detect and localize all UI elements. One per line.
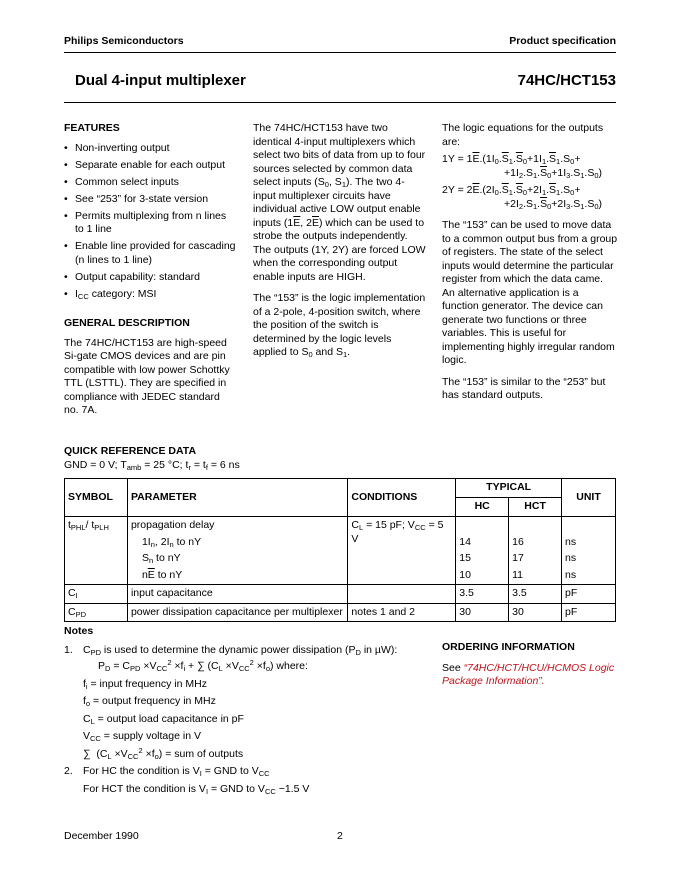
package-info-link[interactable]: “74HC/HCT/HCU/HCMOS Logic Package Information”. xyxy=(442,661,615,687)
list-item: • Enable line provided for cascading (n lines to 1 line) xyxy=(64,240,236,267)
header-company: Philips Semiconductors xyxy=(64,35,184,47)
table-row xyxy=(65,517,616,585)
col-parameter: PARAMETER xyxy=(127,479,347,517)
ordering-heading: ORDERING INFORMATION xyxy=(442,641,575,653)
cell-hct: 30 xyxy=(509,603,562,622)
cell-conditions: notes 1 and 2 xyxy=(348,603,456,622)
list-item: • $I_{CC}$ category: MSI xyxy=(64,288,236,302)
cell-symbol: $t_{PHL}/$ $t_{PLH}$ xyxy=(65,517,128,585)
cell-conditions xyxy=(348,585,456,604)
note-1-formula: $P_D = C_{PD} \times V_{CC}^2 \times f_i$ + ∑ $(C_L \times V_{CC}^2 \times f_o)$ where: xyxy=(98,658,308,673)
general-description-text: The 74HC/HCT153 are high-speed Si-gate CMOS devices and are pin compatible with low power Schottky TTL (LSTTL). They are specified in compliance with JEDEC standard no. 7A. xyxy=(64,336,230,416)
header-doc-type: Product specification xyxy=(509,35,616,47)
notes-heading: Notes xyxy=(64,625,94,637)
ordering-text: See “74HC/HCT/HCU/HCMOS Logic Package Information”. xyxy=(442,661,615,687)
qrd-conditions: GND = 0 V; $T_{amb} = 25$ °C; $t_r = t_f = 6$ ns xyxy=(64,459,240,472)
list-item: • Common select inputs xyxy=(64,176,236,190)
cell-unit: pF xyxy=(562,585,616,604)
header-rule xyxy=(64,52,616,53)
column-1 xyxy=(64,122,236,418)
general-description-heading: GENERAL DESCRIPTION xyxy=(64,317,190,329)
quick-reference-table xyxy=(64,478,616,622)
cell-conditions: $C_L = 15$ pF; $V_{CC} = 5$ V xyxy=(348,517,456,585)
cell-hc: 30 xyxy=(456,603,509,622)
part-number: 74HC/HCT153 xyxy=(517,72,616,89)
equation-2y-cont: $+2I_2.S_1.\overline{S}_0+2I_3.S_1.S_0$) xyxy=(504,197,603,211)
features-list xyxy=(64,142,236,302)
cell-hc: 3.5 xyxy=(456,585,509,604)
list-item: • Output capability: standard xyxy=(64,271,236,285)
equation-1y: $1Y = 1\overline{E}.(1I_0.\overline{S}_1.\overline{S}_0+1I_1.\overline{S}_1.S_0+$ xyxy=(442,153,581,166)
cell-hct: 3.5 xyxy=(509,585,562,604)
application-paragraph: The “153” can be used to move data to a common output bus from a group of registers. The state of the select inputs would determine the particular register from which the data came. An alternative application is a function generator. The device can generate two functions or three variables. This is useful for implementing highly irregular random logic. xyxy=(442,219,618,366)
features-heading: FEATURES xyxy=(64,122,120,134)
col-hc: HC xyxy=(456,498,509,517)
qrd-heading: QUICK REFERENCE DATA xyxy=(64,445,197,457)
note-2: 2. For HC the condition is $V_I$ = GND to $V_{CC}$ xyxy=(64,765,270,778)
list-item: • Separate enable for each output xyxy=(64,159,236,173)
note-1-fo: $f_o$ = output frequency in MHz xyxy=(83,695,216,708)
table-row xyxy=(65,585,616,604)
cell-symbol: $C_I$ xyxy=(65,585,128,604)
similar-paragraph: The “153” is similar to the “253” but has standard outputs. xyxy=(442,375,606,401)
column-3 xyxy=(442,122,618,411)
list-item: • Permits multiplexing from n lines to 1 line xyxy=(64,210,236,237)
note-1-cl: $C_L$ = output load capacitance in pF xyxy=(83,712,244,726)
column-2 xyxy=(253,122,427,368)
note-1: 1. $C_{PD}$ is used to determine the dynamic power dissipation ($P_D$ in µW): xyxy=(64,643,398,657)
note-2-hct: For HCT the condition is $V_I$ = GND to $V_{CC} -1.5$ V xyxy=(83,782,310,796)
table-row xyxy=(65,603,616,622)
col-hct: HCT xyxy=(509,498,562,517)
page-number: 2 xyxy=(337,830,343,842)
note-1-vcc: $V_{CC}$ = supply voltage in V xyxy=(83,730,201,743)
list-item: • Non-inverting output xyxy=(64,142,236,156)
cell-unit: ns ns ns xyxy=(562,517,616,585)
notes-section xyxy=(64,625,434,796)
note-1-fi: $f_i$ = input frequency in MHz xyxy=(83,677,207,691)
cell-parameter: input capacitance xyxy=(127,585,347,604)
equation-1y-cont: $+1I_2.S_1.\overline{S}_0+1I_3.S_1.S_0$) xyxy=(504,166,603,180)
cell-hc: 14 15 10 xyxy=(456,517,509,585)
cell-hct: 16 17 11 xyxy=(509,517,562,585)
cell-parameter: power dissipation capacitance per multiplexer xyxy=(127,603,347,622)
title-rule xyxy=(64,102,616,103)
cell-parameter: propagation delay $1I_n$, $2I_n$ to nY $S_n$ to nY $n\overline{E}$ to nY xyxy=(127,517,347,585)
col-unit: UNIT xyxy=(562,479,616,517)
cell-unit: pF xyxy=(562,603,616,622)
list-item: • See “253” for 3-state version xyxy=(64,193,236,207)
col-conditions: CONDITIONS xyxy=(348,479,456,517)
cell-symbol: $C_{PD}$ xyxy=(65,603,128,622)
note-1-sum: ∑ $(C_L \times V_{CC}^2 \times f_o)$ = sum of outputs xyxy=(83,745,244,761)
description-paragraph-1: The 74HC/HCT153 have two identical 4-input multiplexers which select two bits of data from up to four sources selected by common data select inputs ($S_0$, $S_1$). The two 4-input multiplexer circuits have individual active LOW output enable inputs ($1\overline{E}$, $2\overline{E}$) which can be used to strobe the outputs independently. The outputs (1Y, 2Y) are forced LOW when the corresponding output enable inputs are HIGH. xyxy=(253,122,426,283)
description-paragraph-2: The “153” is the logic implementation of a 2-pole, 4-position switch, where the position of the switch is determined by the logic levels applied to $S_0$ and $S_1$. xyxy=(253,292,426,359)
col-symbol: SYMBOL xyxy=(65,479,128,517)
footer-date: December 1990 xyxy=(64,830,139,842)
logic-equations-intro: The logic equations for the outputs are: xyxy=(442,122,604,148)
page-title: Dual 4-input multiplexer xyxy=(75,72,246,89)
col-typical: TYPICAL xyxy=(456,479,562,498)
ordering-section xyxy=(442,641,620,689)
equation-2y: $2Y = 2\overline{E}.(2I_0.\overline{S}_1.\overline{S}_0+2I_1.\overline{S}_1.S_0+$ xyxy=(442,184,581,197)
